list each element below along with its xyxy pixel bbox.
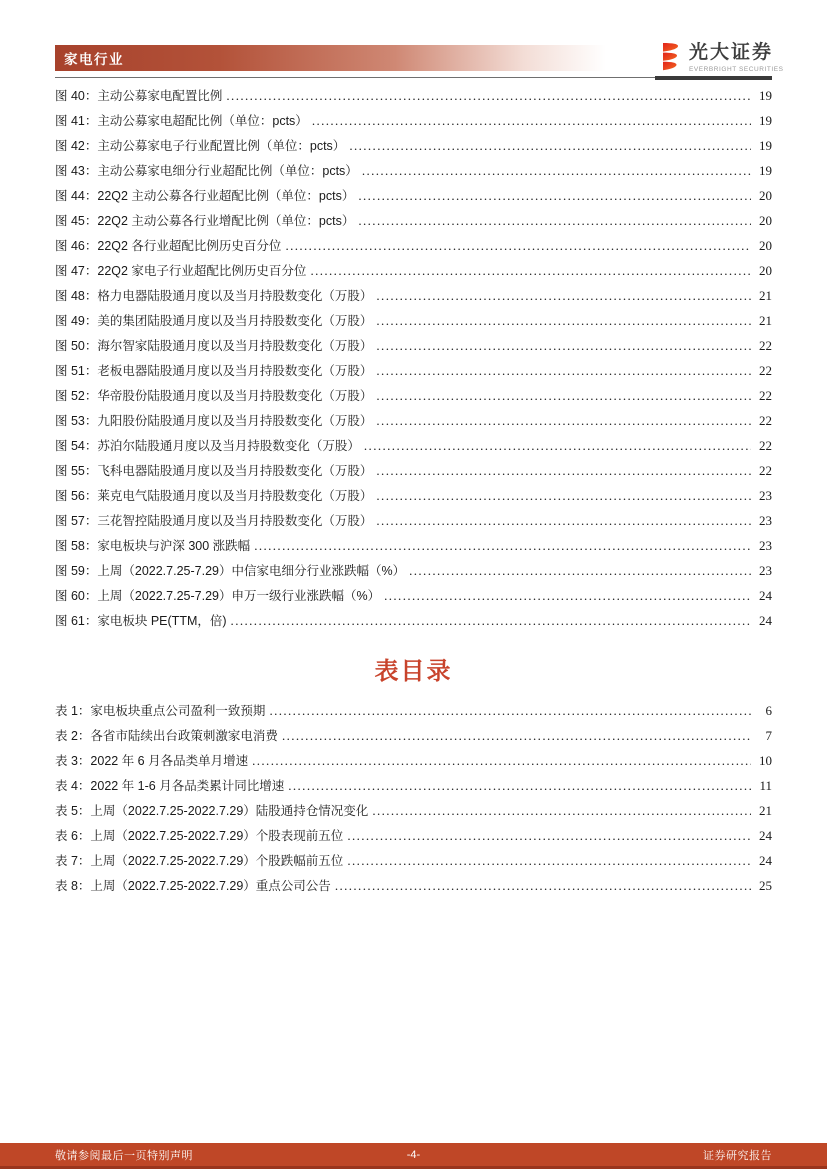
toc-leader-dots: [376, 288, 751, 304]
toc-leader-dots: [310, 263, 751, 279]
toc-leader-dots: [312, 113, 751, 129]
page-footer: [0, 1143, 827, 1169]
toc-entry-page: 21: [759, 288, 772, 303]
toc-leader-dots: [364, 438, 751, 454]
toc-leader-dots: [362, 163, 751, 179]
toc-leader-dots: [282, 728, 751, 744]
table-toc-list: [55, 701, 772, 901]
toc-entry[interactable]: [55, 286, 772, 311]
brand-logo: [660, 43, 784, 73]
toc-entry-page: 20: [759, 213, 772, 228]
toc-entry[interactable]: [55, 211, 772, 236]
toc-entry-label: 图 59：上周（2022.7.25-7.29）中信家电细分行业涨跌幅（%）: [55, 564, 406, 578]
toc-entry[interactable]: [55, 776, 772, 801]
toc-entry-label: 图 57：三花智控陆股通月度以及当月持股数变化（万股）: [55, 514, 373, 528]
toc-entry[interactable]: [55, 536, 772, 561]
toc-entry-page: 23: [759, 563, 772, 578]
toc-entry-label: 图 52：华帝股份陆股通月度以及当月持股数变化（万股）: [55, 389, 373, 403]
toc-entry-page: 21: [759, 803, 772, 818]
toc-entry[interactable]: [55, 261, 772, 286]
brand-name-en: EVERBRIGHT SECURITIES: [689, 65, 784, 73]
toc-entry[interactable]: [55, 111, 772, 136]
toc-entry-label: 图 44：22Q2 主动公募各行业超配比例（单位：pcts）: [55, 189, 355, 203]
toc-entry-label: 图 48：格力电器陆股通月度以及当月持股数变化（万股）: [55, 289, 373, 303]
toc-entry-page: 21: [759, 313, 772, 328]
toc-entry-label: 表 7：上周（2022.7.25-2022.7.29）个股跌幅前五位: [55, 854, 344, 868]
toc-entry-page: 22: [759, 413, 772, 428]
toc-entry-page: 23: [759, 538, 772, 553]
toc-leader-dots: [376, 513, 751, 529]
toc-entry[interactable]: [55, 726, 772, 751]
toc-entry[interactable]: [55, 851, 772, 876]
toc-entry-label: 图 53：九阳股份陆股通月度以及当月持股数变化（万股）: [55, 414, 373, 428]
toc-leader-dots: [231, 613, 751, 629]
toc-leader-dots: [376, 413, 751, 429]
toc-entry[interactable]: [55, 801, 772, 826]
toc-entry-label: 图 43：主动公募家电细分行业超配比例（单位：pcts）: [55, 164, 358, 178]
toc-leader-dots: [335, 878, 751, 894]
toc-entry-page: 20: [759, 188, 772, 203]
toc-entry-label: 表 6：上周（2022.7.25-2022.7.29）个股表现前五位: [55, 829, 344, 843]
toc-entry-label: 图 50：海尔智家陆股通月度以及当月持股数变化（万股）: [55, 339, 373, 353]
toc-entry[interactable]: [55, 236, 772, 261]
toc-leader-dots: [409, 563, 751, 579]
toc-entry[interactable]: [55, 186, 772, 211]
toc-entry-label: 表 5：上周（2022.7.25-2022.7.29）陆股通持仓情况变化: [55, 804, 369, 818]
toc-entry[interactable]: [55, 311, 772, 336]
toc-entry-label: 表 3：2022 年 6 月各品类单月增速: [55, 754, 249, 768]
toc-leader-dots: [269, 703, 751, 719]
toc-entry-page: 22: [759, 363, 772, 378]
toc-entry-page: 23: [759, 513, 772, 528]
toc-entry-page: 19: [759, 163, 772, 178]
category-banner: [55, 45, 641, 71]
toc-entry-page: 6: [765, 703, 772, 718]
toc-entry-page: 22: [759, 438, 772, 453]
toc-entry-label: 图 45：22Q2 主动公募各行业增配比例（单位：pcts）: [55, 214, 355, 228]
toc-leader-dots: [347, 853, 751, 869]
toc-leader-dots: [376, 363, 751, 379]
toc-entry-page: 19: [759, 138, 772, 153]
toc-leader-dots: [376, 488, 751, 504]
toc-leader-dots: [384, 588, 751, 604]
toc-entry[interactable]: [55, 161, 772, 186]
toc-entry-label: 图 61：家电板块 PE(TTM，倍): [55, 614, 227, 628]
toc-leader-dots: [254, 538, 751, 554]
toc-leader-dots: [288, 778, 751, 794]
toc-entry[interactable]: [55, 361, 772, 386]
toc-leader-dots: [358, 213, 751, 229]
toc-entry[interactable]: [55, 561, 772, 586]
toc-entry-page: 24: [759, 613, 772, 628]
toc-entry[interactable]: [55, 386, 772, 411]
toc-entry[interactable]: [55, 336, 772, 361]
toc-entry-label: 图 41：主动公募家电超配比例（单位：pcts）: [55, 114, 308, 128]
toc-entry[interactable]: [55, 461, 772, 486]
toc-entry-label: 表 8：上周（2022.7.25-2022.7.29）重点公司公告: [55, 879, 331, 893]
toc-entry-label: 表 1：家电板块重点公司盈利一致预期: [55, 704, 266, 718]
toc-entry-label: 表 4：2022 年 1-6 月各品类累计同比增速: [55, 779, 285, 793]
toc-entry-page: 19: [759, 113, 772, 128]
toc-entry[interactable]: [55, 586, 772, 611]
toc-entry-page: 7: [765, 728, 772, 743]
toc-entry-page: 22: [759, 388, 772, 403]
toc-entry[interactable]: [55, 826, 772, 851]
toc-entry-label: 图 58：家电板块与沪深 300 涨跌幅: [55, 539, 251, 553]
toc-entry[interactable]: [55, 511, 772, 536]
toc-entry-page: 24: [759, 588, 772, 603]
toc-entry-page: 20: [759, 238, 772, 253]
toc-leader-dots: [376, 313, 751, 329]
toc-entry-label: 图 40：主动公募家电配置比例: [55, 89, 223, 103]
toc-entry[interactable]: [55, 86, 772, 111]
toc-entry-page: 25: [759, 878, 772, 893]
footer-page-number: -4-: [406, 1148, 421, 1161]
toc-leader-dots: [285, 238, 751, 254]
toc-entry-page: 11: [759, 778, 772, 793]
toc-entry[interactable]: [55, 751, 772, 776]
toc-entry-page: 24: [759, 853, 772, 868]
toc-entry-page: 22: [759, 463, 772, 478]
everbright-logo-icon: [660, 43, 681, 71]
toc-leader-dots: [347, 828, 751, 844]
footer-report-type: 证券研究报告: [703, 1149, 772, 1162]
toc-entry-label: 表 2：各省市陆续出台政策刺激家电消费: [55, 729, 278, 743]
toc-leader-dots: [252, 753, 751, 769]
toc-entry-label: 图 55：飞科电器陆股通月度以及当月持股数变化（万股）: [55, 464, 373, 478]
footer-disclaimer: 敬请参阅最后一页特别声明: [55, 1149, 193, 1162]
toc-leader-dots: [376, 388, 751, 404]
toc-entry-label: 图 54：苏泊尔陆股通月度以及当月持股数变化（万股）: [55, 439, 360, 453]
header-divider-accent: [655, 76, 772, 80]
toc-entry[interactable]: [55, 486, 772, 511]
toc-leader-dots: [226, 88, 751, 104]
figure-toc-list: [55, 86, 772, 636]
toc-leader-dots: [358, 188, 751, 204]
toc-leader-dots: [376, 463, 751, 479]
toc-leader-dots: [349, 138, 751, 154]
toc-entry[interactable]: [55, 436, 772, 461]
toc-entry-page: 19: [759, 88, 772, 103]
toc-entry-label: 图 47：22Q2 家电子行业超配比例历史百分位: [55, 264, 307, 278]
toc-entry-label: 图 51：老板电器陆股通月度以及当月持股数变化（万股）: [55, 364, 373, 378]
toc-entry-label: 图 60：上周（2022.7.25-7.29）申万一级行业涨跌幅（%）: [55, 589, 381, 603]
toc-entry[interactable]: [55, 611, 772, 636]
toc-entry-page: 20: [759, 263, 772, 278]
toc-entry-page: 23: [759, 488, 772, 503]
toc-entry[interactable]: [55, 411, 772, 436]
toc-entry-label: 图 49：美的集团陆股通月度以及当月持股数变化（万股）: [55, 314, 373, 328]
toc-leader-dots: [376, 338, 751, 354]
brand-name-cn: 光大证券: [689, 42, 774, 63]
toc-entry[interactable]: [55, 876, 772, 901]
toc-entry-page: 10: [759, 753, 772, 768]
table-toc-title: 表目录: [374, 658, 453, 685]
toc-entry-page: 22: [759, 338, 772, 353]
toc-entry[interactable]: [55, 136, 772, 161]
category-label: 家电行业: [64, 52, 124, 67]
toc-entry[interactable]: [55, 701, 772, 726]
brand-logo-text: [689, 43, 784, 73]
toc-leader-dots: [372, 803, 751, 819]
toc-entry-label: 图 46：22Q2 各行业超配比例历史百分位: [55, 239, 282, 253]
toc-entry-label: 图 42：主动公募家电子行业配置比例（单位：pcts）: [55, 139, 346, 153]
toc-entry-page: 24: [759, 828, 772, 843]
toc-entry-label: 图 56：莱克电气陆股通月度以及当月持股数变化（万股）: [55, 489, 373, 503]
